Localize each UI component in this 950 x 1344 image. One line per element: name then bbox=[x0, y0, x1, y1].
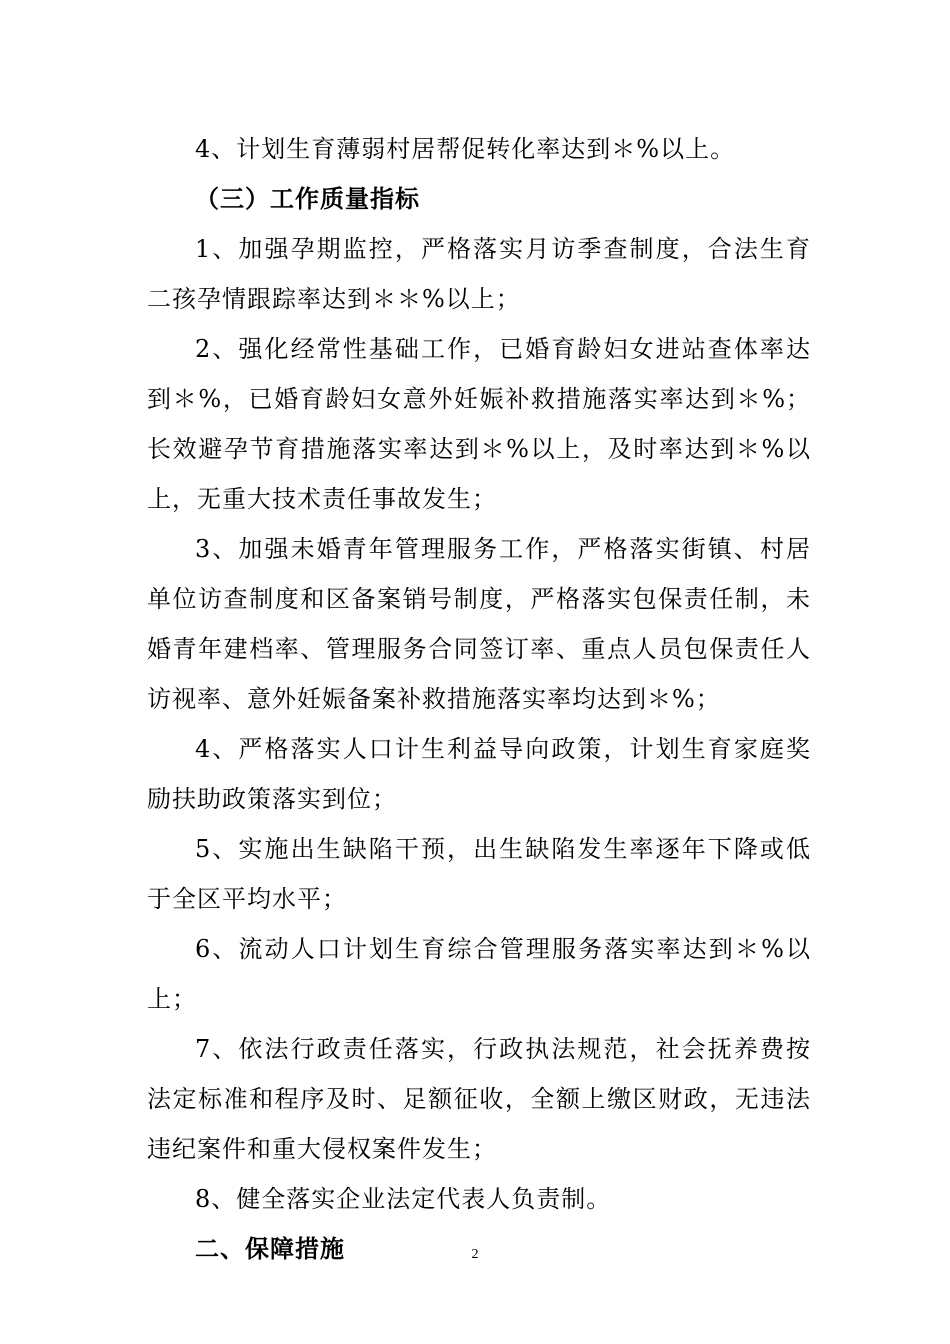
paragraph-quality-3: 3、加强未婚青年管理服务工作，严格落实街镇、村居单位访查制度和区备案销号制度，严格落实包保责任制，未婚青年建档率、管理服务合同签订率、重点人员包保责任人访视率、意外妊娠备案补救措施落实率均达到＊%； bbox=[147, 535, 811, 713]
paragraph-quality-5: 5、实施出生缺陷干预，出生缺陷发生率逐年下降或低于全区平均水平； bbox=[147, 835, 811, 913]
paragraph-quality-2: 2、强化经常性基础工作，已婚育龄妇女进站查体率达到＊%，已婚育龄妇女意外妊娠补救措施落实率达到＊%；长效避孕节育措施落实率达到＊%以上，及时率达到＊%以上，无重大技术责任事故发生； bbox=[147, 335, 811, 513]
paragraph-target-4: 4、计划生育薄弱村居帮促转化率达到＊%以上。 bbox=[195, 135, 736, 163]
section-heading-quality-indicators: （三）工作质量指标 bbox=[195, 184, 420, 213]
paragraph-quality-7: 7、依法行政责任落实，行政执法规范，社会抚养费按法定标准和程序及时、足额征收，全额上缴区财政，无违法违纪案件和重大侵权案件发生； bbox=[147, 1035, 811, 1163]
paragraph-quality-8: 8、健全落实企业法定代表人负责制。 bbox=[195, 1185, 612, 1213]
section-heading-safeguards: 二、保障措施 bbox=[195, 1234, 345, 1263]
paragraph-quality-6: 6、流动人口计划生育综合管理服务落实率达到＊%以上； bbox=[147, 935, 811, 1013]
paragraph-quality-1: 1、加强孕期监控，严格落实月访季查制度，合法生育二孩孕情跟踪率达到＊＊%以上； bbox=[147, 235, 811, 313]
page-number: 2 bbox=[471, 1247, 479, 1262]
document-body bbox=[147, 124, 811, 1274]
paragraph-quality-4: 4、严格落实人口计生利益导向政策，计划生育家庭奖励扶助政策落实到位； bbox=[147, 735, 811, 813]
